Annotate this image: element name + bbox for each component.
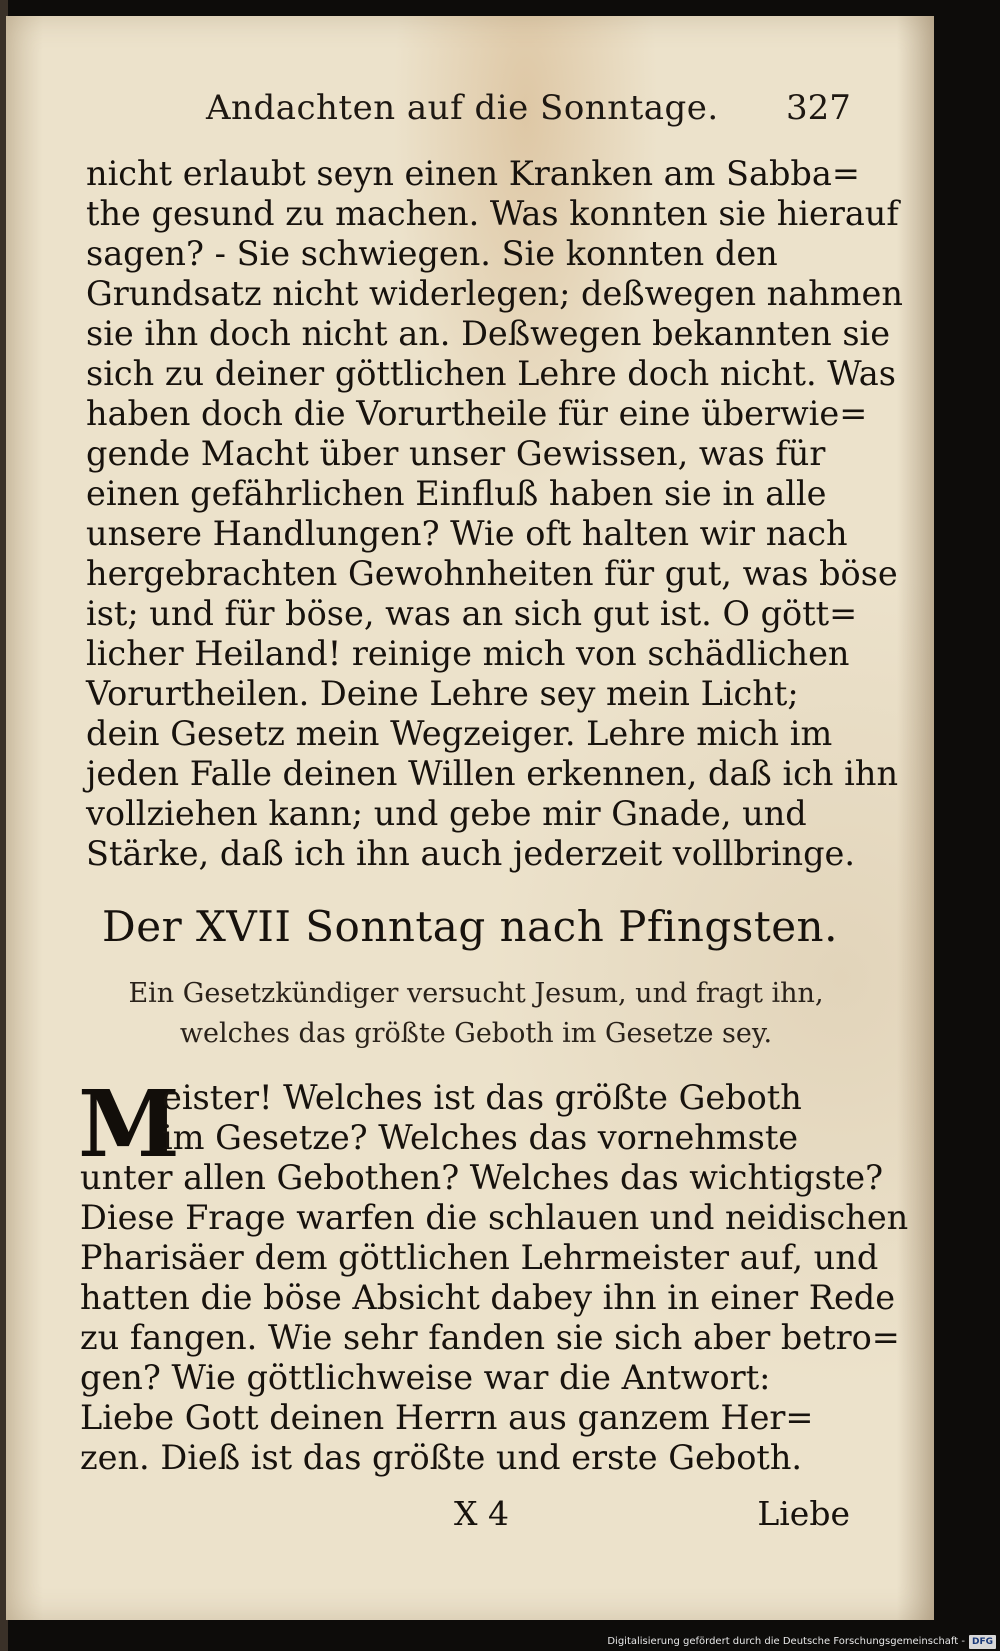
text-line: unsere Handlungen? Wie oft halten wir nach: [86, 514, 848, 553]
catchword: Liebe: [757, 1494, 850, 1533]
subheading-line: welches das größte Geboth im Gesetze sey.: [179, 1018, 773, 1049]
section-heading: Der XVII Sonntag nach Pfingsten.: [102, 902, 838, 951]
drop-cap: M: [78, 1070, 180, 1178]
text-line: Diese Frage warfen die schlauen und neidischen: [80, 1198, 909, 1237]
dfg-logo: DFG: [969, 1635, 996, 1649]
text-line: zen. Dieß ist das größte und erste Geboth.: [80, 1438, 803, 1477]
text-line: Stärke, daß ich ihn auch jederzeit vollbringe.: [86, 834, 855, 873]
signature-mark: X 4: [454, 1494, 509, 1533]
text-line: nicht erlaubt seyn einen Kranken am Sabba=: [86, 154, 860, 193]
text-line: sich zu deiner göttlichen Lehre doch nicht. Was: [86, 354, 896, 393]
text-line: hatten die böse Absicht dabey ihn in einer Rede: [80, 1278, 896, 1317]
paragraph-1: [86, 154, 903, 874]
text-line: sie ihn doch nicht an. Deßwegen bekannten sie: [86, 314, 891, 353]
text-line: Liebe Gott deinen Herrn aus ganzem Her=: [80, 1398, 814, 1437]
page-bottom-line: [80, 1494, 850, 1534]
running-head: Andachten auf die Sonntage.: [206, 88, 719, 128]
text-line: licher Heiland! reinige mich von schädlichen: [86, 634, 850, 673]
text-line: vollziehen kann; und gebe mir Gnade, und: [86, 794, 807, 833]
footer-credit: Digitalisierung gefördert durch die Deutsche Forschungsgemeinschaft -: [607, 1636, 965, 1647]
text-line: gende Macht über unser Gewissen, was für: [86, 434, 826, 473]
section-subheading: [76, 974, 876, 1054]
text-line: gen? Wie göttlichweise war die Antwort:: [80, 1358, 771, 1397]
text-line: hergebrachten Gewohnheiten für gut, was böse: [86, 554, 898, 593]
text-line: haben doch die Vorurtheile für eine überwie=: [86, 394, 868, 433]
text-line: ist; und für böse, was an sich gut ist. O gött=: [86, 594, 858, 633]
subheading-line: Ein Gesetzkündiger versucht Jesum, und fragt ihn,: [128, 978, 824, 1009]
digitization-footer: [607, 1635, 996, 1649]
page-number: 327: [786, 88, 851, 128]
text-line: the gesund zu machen. Was konnten sie hierauf: [86, 194, 899, 233]
text-line: Pharisäer dem göttlichen Lehrmeister auf, und: [80, 1238, 879, 1277]
text-line: eister! Welches ist das größte Geboth: [162, 1078, 802, 1117]
text-line: zu fangen. Wie sehr fanden sie sich aber betro=: [80, 1318, 900, 1357]
paragraph-2: [78, 1070, 909, 1478]
text-line: Vorurtheilen. Deine Lehre sey mein Licht;: [86, 674, 799, 713]
text-line: sagen? - Sie schwiegen. Sie konnten den: [86, 234, 778, 273]
book-page: [6, 16, 934, 1620]
text-line: dein Gesetz mein Wegzeiger. Lehre mich im: [86, 714, 833, 753]
text-line: jeden Falle deinen Willen erkennen, daß ich ihn: [86, 754, 899, 793]
text-line: im Gesetze? Welches das vornehmste: [162, 1118, 799, 1157]
text-line: einen gefährlichen Einfluß haben sie in alle: [86, 474, 827, 513]
text-line: Grundsatz nicht widerlegen; deßwegen nahmen: [86, 274, 903, 313]
text-line: unter allen Gebothen? Welches das wichtigste?: [80, 1158, 884, 1197]
